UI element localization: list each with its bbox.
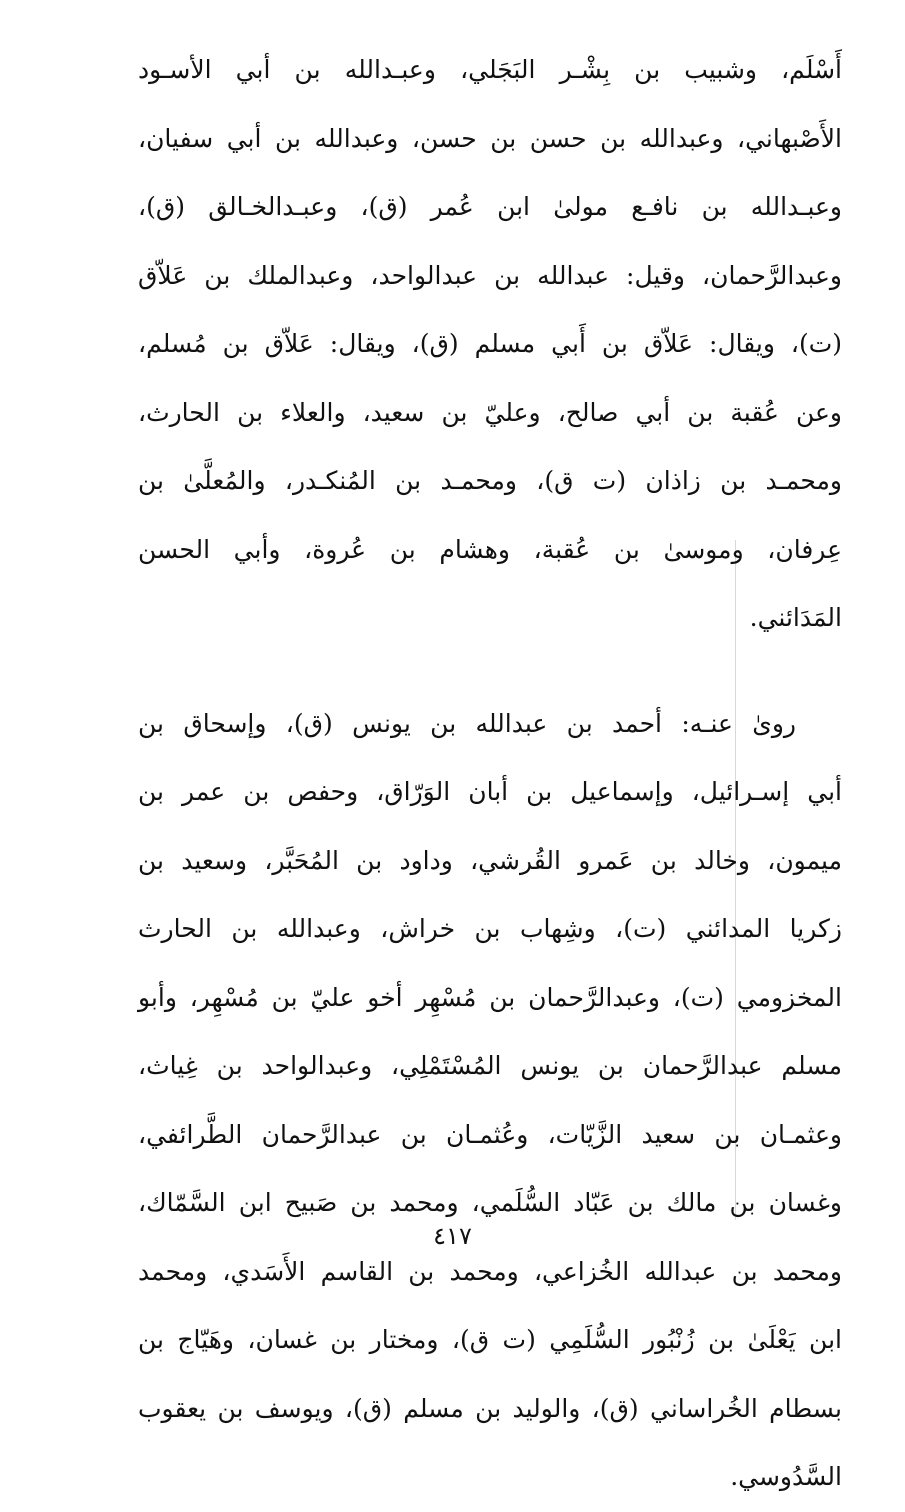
text-line: وعثمـان بن سعيد الزَّيّات، وعُثمـان بن عبدالرَّحمان الطَّرائفي، (138, 1119, 842, 1149)
text-line: ومحمد بن عبدالله الخُزاعي، ومحمد بن القاسم الأَسَدي، ومحمد (138, 1256, 842, 1286)
text-line: المخزومي (ت)، وعبدالرَّحمان بن مُسْهِر أخو عليّ بن مُسْهِر، وأبو (138, 982, 842, 1012)
text-line: ومحمـد بن زاذان (ت ق)، ومحمـد بن المُنكـدر، والمُعلَّىٰ بن (138, 466, 842, 495)
text-line: زكريا المدائني (ت)، وشِهاب بن خراش، وعبدالله بن الحارث (138, 914, 842, 943)
paragraph-gap (138, 653, 842, 690)
page-number: ٤١٧ (433, 1222, 472, 1250)
text-line: أبي إسـرائيل، وإسماعيل بن أبان الوَرّاق، وحفص بن عمر بن (138, 777, 842, 806)
text-line: عِرفان، وموسىٰ بن عُقبة، وهشام بن عُروة، وأبي الحسن (138, 534, 842, 564)
text-line: روىٰ عنـه: أحمد بن عبدالله بن يونس (ق)، وإسحاق بن (138, 708, 796, 738)
text-line: بسطام الخُراساني (ق)، والوليد بن مسلم (ق)، ويوسف بن يعقوب (138, 1393, 842, 1423)
paragraph-1 (138, 36, 842, 653)
text-line: وغسان بن مالك بن عَبّاد السُّلَمي، ومحمد بن صَبيح ابن السَّمّاك، (138, 1188, 842, 1217)
text-line: (ت)، ويقال: عَلاّق بن أَبي مسلم (ق)، ويقال: عَلاّق بن مُسلم، (138, 329, 842, 358)
page-body (138, 36, 842, 1512)
text-line: المَدَائني. (749, 603, 842, 632)
text-line: ابن يَعْلَىٰ بن زُنْبُور السُّلَمِي (ت ق)، ومختار بن غسان، وهَيّاج بن (138, 1325, 842, 1354)
text-line: أَسْلَم، وشبيب بن بِشْـر البَجَلي، وعبـدالله بن أبي الأسـود (138, 55, 842, 84)
text-line: مسلم عبدالرَّحمان بن يونس المُسْتَمْلِي، وعبدالواحد بن غِياث، (138, 1051, 842, 1080)
text-line: وعبدالرَّحمان، وقيل: عبدالله بن عبدالواحد، وعبدالملك بن عَلاّق (138, 260, 842, 290)
paragraph-2 (138, 690, 842, 1512)
text-line: وعن عُقبة بن أبي صالح، وعليّ بن سعيد، والعلاء بن الحارث، (138, 397, 842, 427)
text-line: السَّدُوسي. (730, 1462, 842, 1491)
text-line: الأَصْبهاني، وعبدالله بن حسن بن حسن، وعبدالله بن أبي سفيان، (138, 123, 842, 153)
text-line: وعبـدالله بن نافـع مولىٰ ابن عُمر (ق)، وعبـدالخـالق (ق)، (138, 192, 842, 221)
text-line: ميمون، وخالد بن عَمرو القُرشي، وداود بن المُحَبَّر، وسعيد بن (138, 845, 842, 875)
